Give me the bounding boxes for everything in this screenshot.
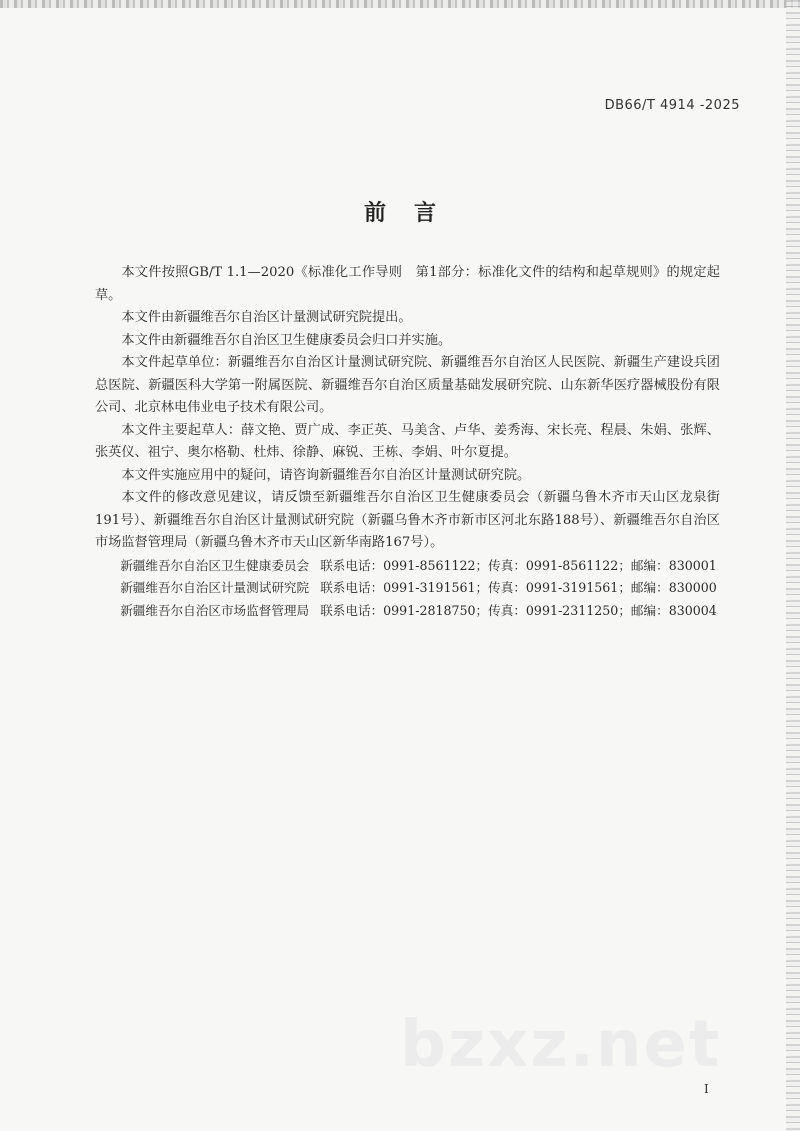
paragraph-drafters: 本文件主要起草人：薛文艳、贾广成、李正英、马美含、卢华、姜秀海、宋长亮、程晨、朱娟、张辉、张英仪、祖宁、奥尔格勒、杜炜、徐静、麻锐、王栋、李娟、叶尔夏提。 (95, 422, 720, 460)
watermark: bzxz.net (400, 1008, 722, 1082)
contact-org: 新疆维吾尔自治区市场监督管理局 (120, 602, 310, 618)
contact-info: 联系电话：0991-3191561；传真：0991-3191561；邮编：830000 (320, 580, 717, 595)
paragraph-administrator: 本文件由新疆维吾尔自治区卫生健康委员会归口并实施。 (121, 332, 452, 348)
contact-info: 联系电话：0991-8561122；传真：0991-8561122；邮编：830001 (320, 557, 717, 573)
contact-line (95, 577, 720, 600)
scan-edge-right (786, 0, 800, 1131)
paragraph-inquiries: 本文件实施应用中的疑问，请咨询新疆维吾尔自治区计量测试研究院。 (121, 467, 531, 483)
paragraph-feedback: 本文件的修改意见建议，请反馈至新疆维吾尔自治区卫生健康委员会（新疆乌鲁木齐市天山区龙泉街191号）、新疆维吾尔自治区计量测试研究院（新疆乌鲁木齐市新市区河北东路188号）、新疆维吾尔自治区市场监督管理局（新疆乌鲁木齐市天山区新华南路167号）。 (95, 490, 720, 550)
contact-org: 新疆维吾尔自治区计量测试研究院 (120, 580, 310, 595)
paragraph-proposer: 本文件由新疆维吾尔自治区计量测试研究院提出。 (121, 310, 412, 325)
page-title: 前言 (363, 201, 464, 226)
scan-edge-top (0, 0, 800, 8)
contact-line (95, 600, 720, 623)
paragraph-drafting-units: 本文件起草单位：新疆维吾尔自治区计量测试研究院、新疆维吾尔自治区人民医院、新疆生产建设兵团总医院、新疆医科大学第一附属医院、新疆维吾尔自治区质量基础发展研究院、山东新华医疗器械股份有限公司、北京林电伟业电子技术有限公司。 (95, 355, 720, 415)
contact-info: 联系电话：0991-2818750；传真：0991-2311250；邮编：830004 (320, 602, 717, 618)
foreword-body (95, 262, 720, 622)
contact-line (95, 555, 720, 578)
contact-org: 新疆维吾尔自治区卫生健康委员会 (120, 557, 310, 573)
page-number: I (704, 1082, 709, 1096)
document-code: DB66/T 4914 -2025 (604, 98, 740, 113)
paragraph-drafting-rule: 本文件按照GB/T 1.1—2020《标准化工作导则 第1部分：标准化文件的结构和起草规则》的规定起草。 (95, 265, 720, 303)
